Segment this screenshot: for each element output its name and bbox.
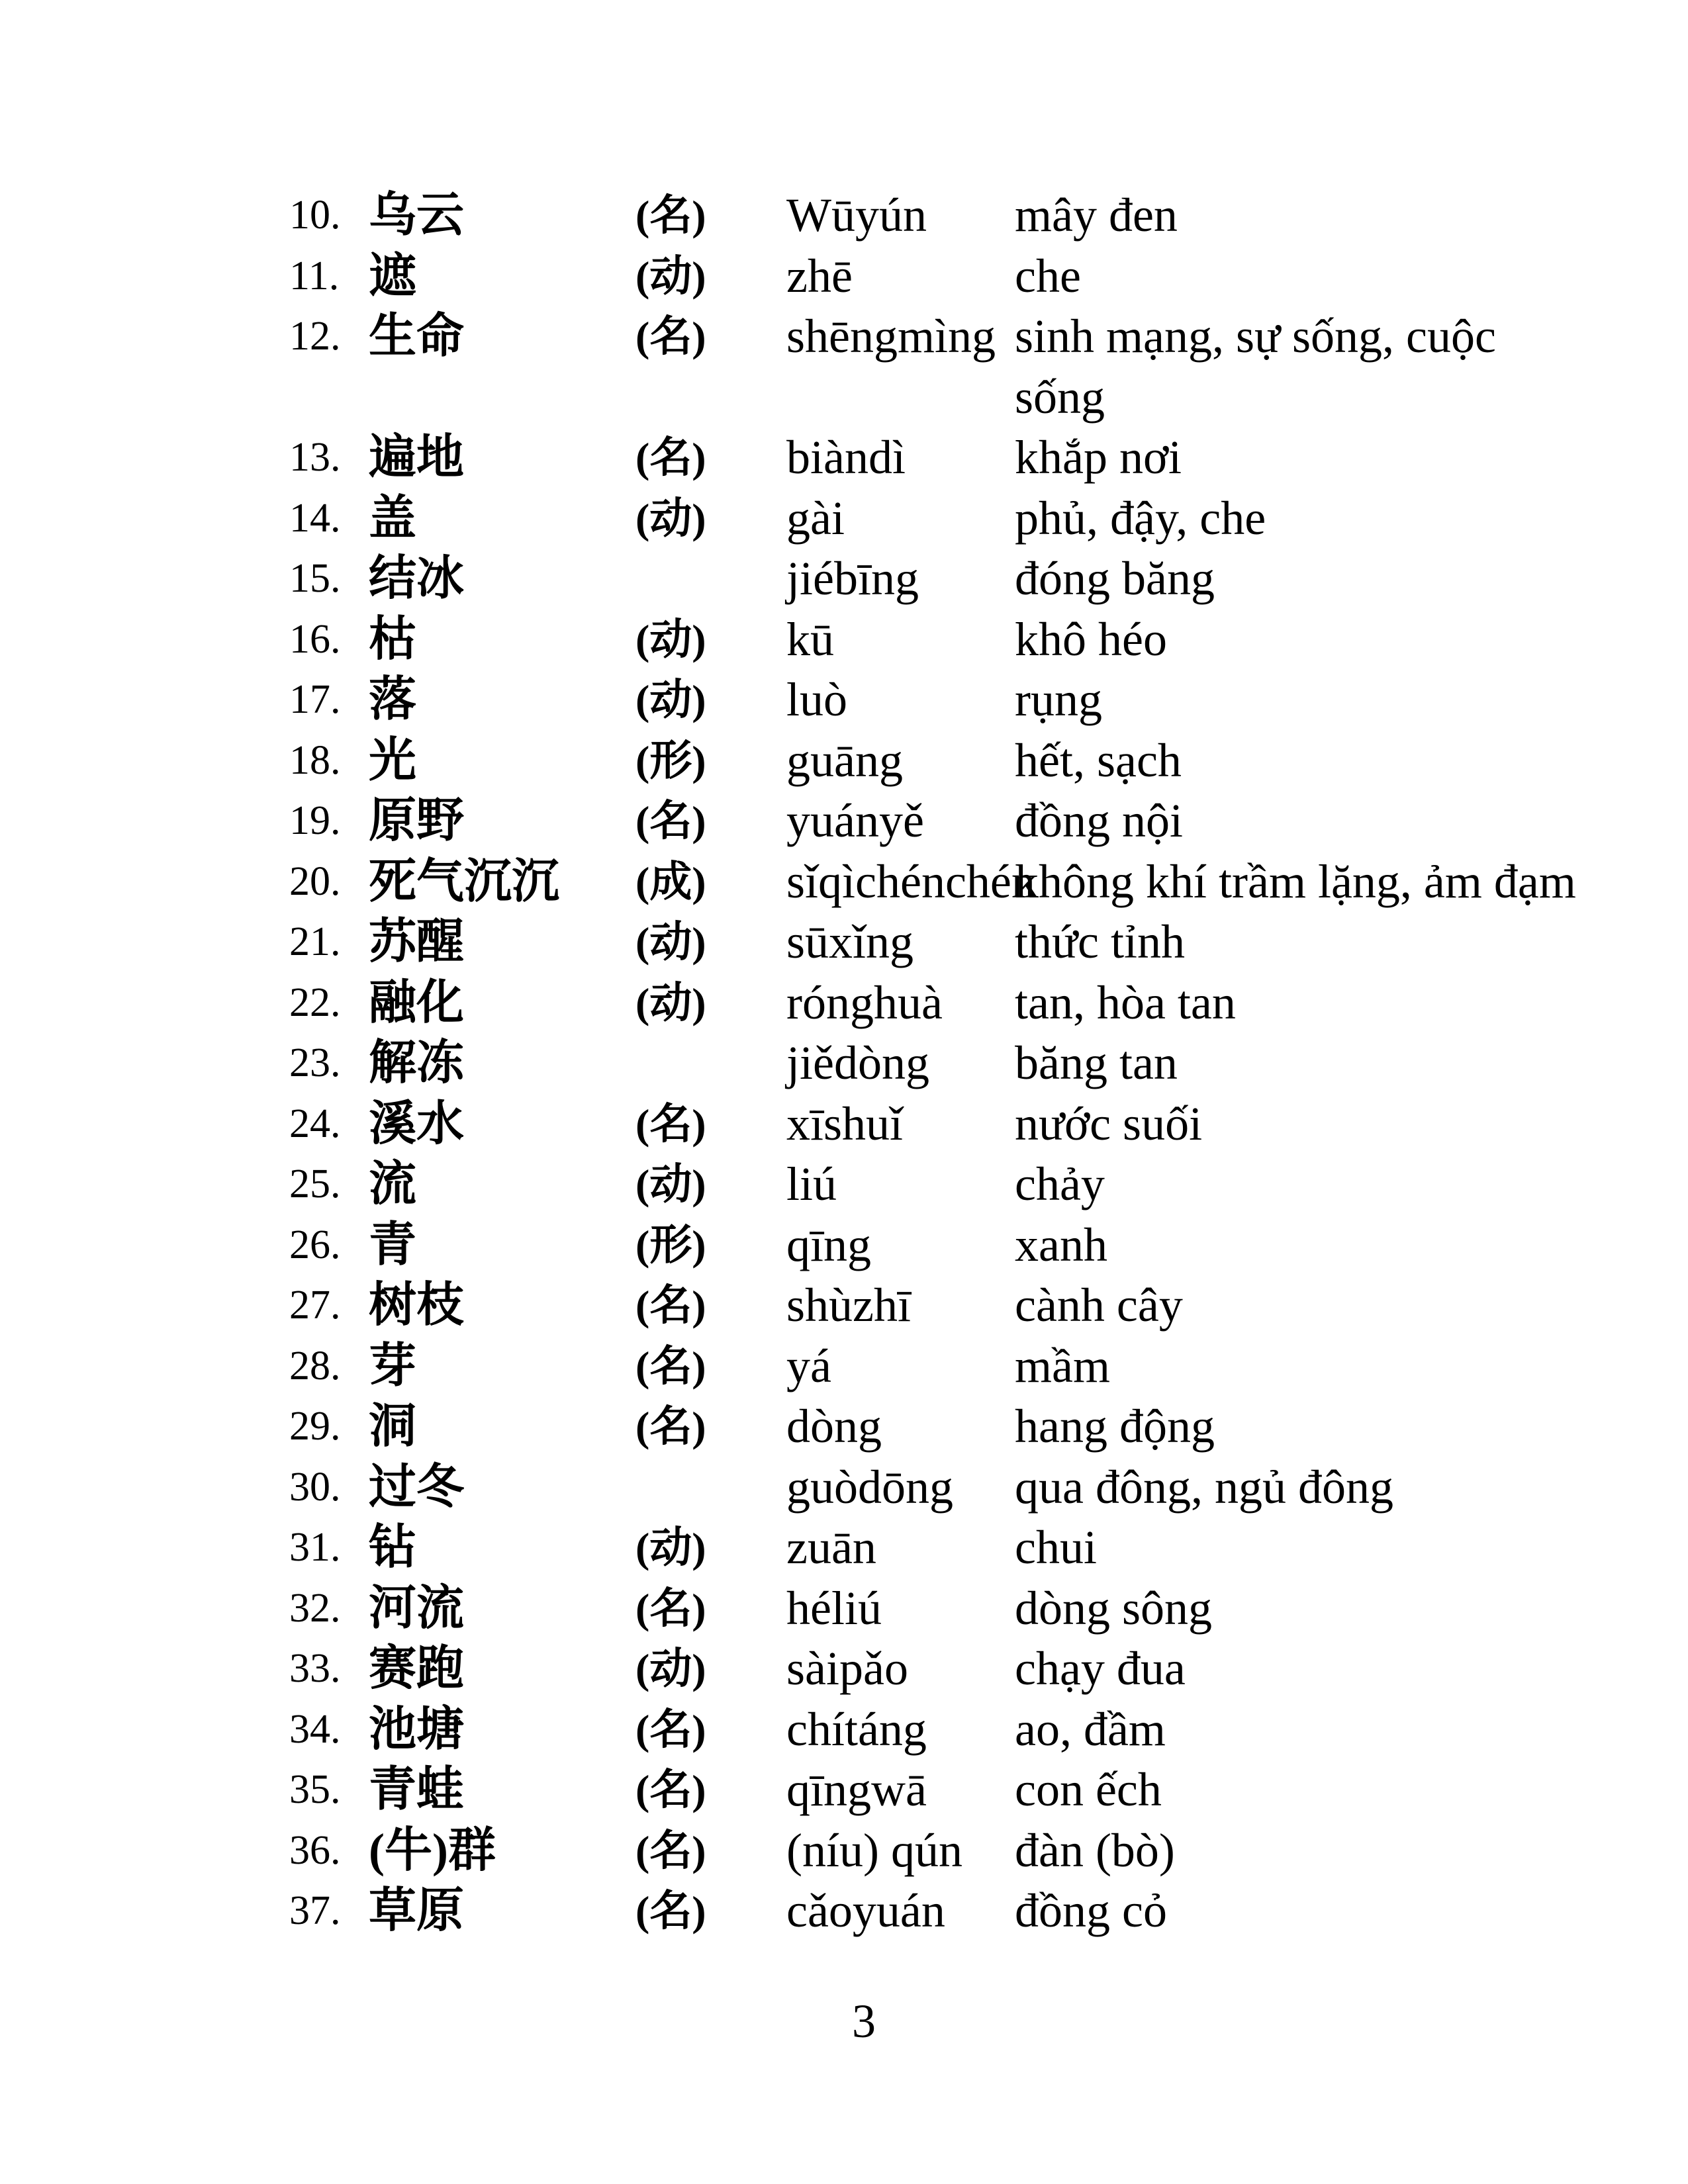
- hanzi-word: 融化: [369, 976, 465, 1029]
- viet-translation: đóng băng: [1015, 552, 1215, 605]
- viet-translation: không khí trầm lặng, ảm đạm: [1015, 854, 1576, 908]
- entry-number: 12.: [289, 314, 341, 359]
- pos-tag: (名): [635, 313, 706, 360]
- viet-translation: đồng cỏ: [1015, 1884, 1167, 1937]
- viet-translation: thức tỉnh: [1015, 915, 1185, 968]
- entry-number: 18.: [289, 737, 341, 783]
- viet-translation: hết, sạch: [1015, 733, 1182, 787]
- pos-tag: (名): [635, 434, 706, 481]
- hanzi-word: 河流: [369, 1581, 465, 1635]
- hanzi-word: 结冰: [369, 552, 465, 605]
- hanzi-word: 苏醒: [369, 915, 465, 968]
- pos-tag: (名): [635, 1584, 706, 1632]
- viet-translation: hang động: [1015, 1400, 1215, 1453]
- entry-number: 13.: [289, 435, 341, 480]
- pinyin: qīng: [786, 1218, 872, 1271]
- viet-translation: qua đông, ngủ đông: [1015, 1460, 1393, 1514]
- viet-translation: mây đen: [1015, 189, 1178, 242]
- hanzi-word: 溪水: [369, 1097, 465, 1150]
- entry-number: 21.: [289, 919, 341, 964]
- pos-tag: (名): [635, 1888, 706, 1934]
- vocab-row: [289, 1760, 1576, 1821]
- vocab-row: [289, 1821, 1576, 1882]
- viet-translation-line2: sống: [1015, 370, 1105, 424]
- pinyin: Wūyún: [786, 189, 927, 242]
- hanzi-word: 遍地: [369, 431, 465, 484]
- pinyin: qīngwā: [786, 1763, 927, 1816]
- entry-number: 15.: [289, 556, 341, 601]
- vocab-row: [289, 488, 1576, 549]
- entry-number: 36.: [289, 1827, 341, 1873]
- pinyin: sūxǐng: [786, 915, 914, 968]
- entry-number: 31.: [289, 1525, 341, 1570]
- vocab-row: [289, 1518, 1576, 1578]
- entry-number: 16.: [289, 616, 341, 662]
- hanzi-word: 枯: [369, 612, 417, 666]
- viet-translation: chạy đua: [1015, 1642, 1186, 1695]
- pinyin: guòdōng: [786, 1460, 953, 1514]
- pinyin: gài: [786, 491, 845, 545]
- vocab-row: [289, 246, 1576, 307]
- pinyin: sàipǎo: [786, 1642, 908, 1695]
- vocab-row: [289, 852, 1576, 913]
- entry-number: 25.: [289, 1161, 341, 1206]
- pos-tag: (形): [635, 1221, 706, 1269]
- hanzi-word: 死气沉沉: [369, 854, 560, 908]
- viet-translation: dòng sông: [1015, 1581, 1213, 1635]
- pos-tag: (动): [635, 494, 706, 542]
- entry-number: 20.: [289, 858, 341, 904]
- vocab-row: [289, 1275, 1576, 1336]
- pinyin: (níu) qún: [786, 1823, 962, 1877]
- entry-number: 10.: [289, 193, 341, 238]
- pos-tag: (名): [635, 1827, 706, 1874]
- pos-tag: (动): [635, 1161, 706, 1208]
- hanzi-word: 光: [369, 733, 417, 787]
- hanzi-word: 洞: [369, 1400, 417, 1453]
- pinyin: zhē: [786, 249, 853, 302]
- pinyin: cǎoyuán: [786, 1884, 945, 1937]
- pinyin: xīshuǐ: [786, 1097, 904, 1150]
- vocab-row: [289, 731, 1576, 792]
- entry-number: 28.: [289, 1343, 341, 1388]
- pinyin: yá: [786, 1339, 831, 1392]
- viet-translation: xanh: [1015, 1218, 1107, 1271]
- vocab-row: [289, 1700, 1576, 1760]
- entry-number: 11.: [289, 253, 340, 298]
- pinyin: shùzhī: [786, 1279, 911, 1332]
- pinyin: dòng: [786, 1400, 882, 1453]
- pinyin: biàndì: [786, 431, 906, 484]
- hanzi-word: 流: [369, 1158, 417, 1210]
- entry-number: 35.: [289, 1767, 341, 1812]
- hanzi-word: 解冻: [369, 1036, 465, 1089]
- pinyin: chítáng: [786, 1702, 927, 1756]
- hanzi-word: (牛)群: [369, 1823, 496, 1877]
- vocab-row: [289, 670, 1576, 731]
- entry-number: 19.: [289, 798, 341, 843]
- hanzi-word: 池塘: [369, 1702, 465, 1756]
- vocab-list: [289, 185, 1576, 1942]
- viet-translation: chảy: [1015, 1158, 1105, 1210]
- entry-number: 29.: [289, 1404, 341, 1449]
- pinyin: shēngmìng: [786, 310, 996, 363]
- viet-translation: rụng: [1015, 673, 1102, 726]
- pos-tag: (动): [635, 979, 706, 1026]
- viet-translation: [1015, 306, 1576, 428]
- vocab-row: [289, 1457, 1576, 1518]
- pinyin: yuányě: [786, 794, 924, 847]
- vocab-row: [289, 428, 1576, 488]
- viet-translation: nước suối: [1015, 1097, 1203, 1150]
- vocab-row: [289, 185, 1576, 246]
- hanzi-word: 乌云: [369, 189, 465, 242]
- pos-tag: (动): [635, 1645, 706, 1692]
- pos-tag: (名): [635, 192, 706, 239]
- entry-number: 26.: [289, 1222, 341, 1267]
- viet-translation: con ếch: [1015, 1763, 1162, 1816]
- hanzi-word: 原野: [369, 794, 465, 847]
- hanzi-word: 生命: [369, 310, 465, 363]
- viet-translation: ao, đầm: [1015, 1702, 1166, 1756]
- entry-number: 32.: [289, 1585, 341, 1631]
- pos-tag: (名): [635, 1706, 706, 1753]
- vocab-row: [289, 1154, 1576, 1215]
- viet-translation-line1: sinh mạng, sự sống, cuộc: [1015, 310, 1496, 363]
- vocab-row: [289, 306, 1576, 428]
- viet-translation: khô héo: [1015, 612, 1167, 666]
- pinyin: jiébīng: [786, 552, 919, 605]
- pos-tag: (形): [635, 737, 706, 784]
- pinyin: rónghuà: [786, 976, 943, 1029]
- entry-number: 24.: [289, 1101, 341, 1146]
- viet-translation: che: [1015, 249, 1081, 302]
- pinyin: zuān: [786, 1521, 876, 1574]
- pos-tag: (动): [635, 615, 706, 663]
- viet-translation: chui: [1015, 1521, 1097, 1574]
- viet-translation: đồng nội: [1015, 794, 1184, 847]
- hanzi-word: 盖: [369, 491, 417, 545]
- pinyin: luò: [786, 673, 848, 726]
- pinyin: liú: [786, 1158, 837, 1210]
- vocab-row: [289, 1033, 1576, 1094]
- entry-number: 30.: [289, 1464, 341, 1510]
- pinyin: kū: [786, 612, 834, 666]
- hanzi-word: 钻: [369, 1521, 417, 1574]
- pinyin: héliú: [786, 1581, 882, 1635]
- entry-number: 22.: [289, 979, 341, 1025]
- pos-tag: (动): [635, 1524, 706, 1571]
- vocab-row: [289, 1396, 1576, 1457]
- hanzi-word: 树枝: [369, 1279, 465, 1332]
- viet-translation: băng tan: [1015, 1036, 1178, 1089]
- pos-tag: (成): [635, 858, 706, 905]
- pinyin: sǐqìchénchén: [786, 854, 1035, 908]
- pos-tag: (名): [635, 1403, 706, 1450]
- viet-translation: đàn (bò): [1015, 1823, 1175, 1877]
- hanzi-word: 落: [369, 673, 417, 726]
- vocab-row: [289, 1336, 1576, 1397]
- pos-tag: (动): [635, 252, 706, 300]
- vocab-row: [289, 1215, 1576, 1276]
- entry-number: 27.: [289, 1283, 341, 1328]
- pinyin: jiědòng: [786, 1036, 929, 1089]
- entry-number: 33.: [289, 1646, 341, 1691]
- pos-tag: (名): [635, 797, 706, 844]
- vocab-row: [289, 791, 1576, 852]
- hanzi-word: 芽: [369, 1339, 417, 1392]
- pos-tag: (动): [635, 676, 706, 723]
- vocab-row: [289, 912, 1576, 973]
- pos-tag: (名): [635, 1282, 706, 1329]
- hanzi-word: 青: [369, 1218, 417, 1271]
- pos-tag: (名): [635, 1100, 706, 1148]
- viet-translation: tan, hòa tan: [1015, 976, 1236, 1029]
- pos-tag: (名): [635, 1766, 706, 1813]
- pos-tag: (名): [635, 1342, 706, 1390]
- vocab-row: [289, 1578, 1576, 1639]
- viet-translation: khắp nơi: [1015, 431, 1182, 484]
- entry-number: 34.: [289, 1706, 341, 1752]
- entry-number: 14.: [289, 495, 341, 541]
- vocab-row: [289, 1881, 1576, 1942]
- viet-translation: phủ, đậy, che: [1015, 491, 1266, 545]
- entry-number: 23.: [289, 1040, 341, 1085]
- hanzi-word: 赛跑: [369, 1642, 465, 1695]
- hanzi-word: 草原: [369, 1884, 465, 1937]
- hanzi-word: 遮: [369, 249, 417, 302]
- vocab-row: [289, 973, 1576, 1034]
- vocab-row: [289, 549, 1576, 610]
- entry-number: 37.: [289, 1888, 341, 1933]
- hanzi-word: 青蛙: [369, 1763, 465, 1816]
- pinyin: guāng: [786, 733, 903, 787]
- hanzi-word: 过冬: [369, 1460, 465, 1514]
- page-number: 3: [852, 1995, 876, 2048]
- vocab-row: [289, 1094, 1576, 1155]
- entry-number: 17.: [289, 677, 341, 722]
- pos-tag: (动): [635, 919, 706, 966]
- vocab-row: [289, 1639, 1576, 1700]
- vocab-row: [289, 610, 1576, 670]
- viet-translation: cành cây: [1015, 1279, 1183, 1332]
- viet-translation: mầm: [1015, 1339, 1110, 1392]
